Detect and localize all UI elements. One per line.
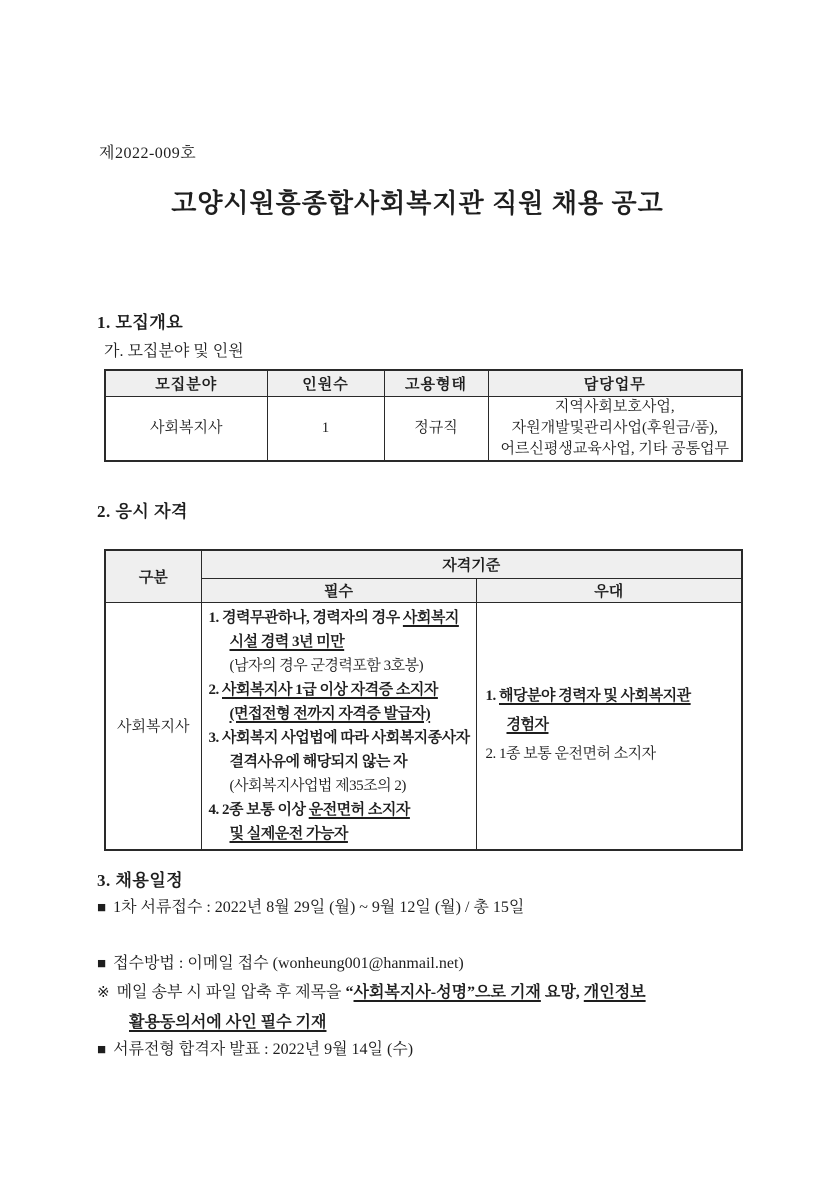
text-run-underlined: 사회복지사-성명”으로 기재 [353,984,541,1001]
text-run: 2. 1종 보통 운전면허 소지자 [485,746,656,762]
cell-duties [488,396,742,461]
text-run-underlined: 사회복지사 1급 이상 자격증 소지자 [222,681,438,698]
recruitment-overview-table [104,369,743,462]
column-header-required: 필수 [201,578,476,602]
line-text: 접수방법 : 이메일 접수 (wonheung001@hanmail.net) [113,955,464,972]
text-run-underlined: (면접전형 전까지 자격증 발급자) [229,705,431,722]
text-run: 메일 송부 시 파일 압축 후 제목을 [116,984,346,1001]
cell-preferred-criteria [476,602,742,850]
table-header-row [105,550,742,578]
preferred-item-1 [486,682,740,740]
text-run-underlined: 및 실제운전 가능자 [229,825,348,842]
text-run: 1. [485,688,499,704]
column-header-gubun: 구분 [105,550,201,602]
text-run-underlined: 운전면허 소지자 [308,801,410,818]
text-run: 1. 경력무관하나, 경력자의 경우 [208,609,403,626]
square-bullet-icon: ■ [97,956,107,972]
schedule-line-document-submission [97,893,524,923]
text-run: 4. 2종 보통 이상 [208,801,309,818]
section3-heading: 3. 채용일정 [97,871,184,890]
cell-required-criteria [201,602,476,850]
column-header-preferred: 우대 [476,578,742,602]
schedule-line-result-announcement [97,1035,413,1065]
text-run-underlined: 해당분야 경력자 및 사회복지관 [499,688,691,704]
required-item-1 [209,606,474,678]
text-run-underlined: 경험자 [506,717,549,733]
column-header-field: 모집분야 [105,370,267,396]
table-row [105,602,742,850]
column-header-count: 인원수 [267,370,384,396]
schedule-note-email-format [97,978,747,1037]
page-title: 고양시원흥종합사회복지관 직원 채용 공고 [171,189,664,218]
text-run: 요망, [540,984,584,1001]
square-bullet-icon: ■ [97,900,107,916]
preferred-item-2 [486,740,740,769]
cell-employment-type: 정규직 [384,396,488,461]
qualification-table [104,549,743,851]
duty-line: 지역사회보호사업, [554,398,675,415]
text-run: (사회복지사업법 제35조의 2) [229,777,406,794]
section1-subheading: 가. 모집분야 및 인원 [104,343,244,360]
reference-mark-icon: ※ [97,985,110,1001]
text-run-underlined: 시설 경력 3년 미만 [229,633,345,650]
column-header-employment-type: 고용형태 [384,370,488,396]
duty-line: 자원개발및관리사업(후원금/품), [511,419,718,436]
required-item-4 [209,798,474,846]
text-run: (남자의 경우 군경력포함 3호봉) [229,657,424,674]
table-row [105,396,742,461]
text-run-underlined: 사회복지 [402,609,459,626]
table-header-row [105,370,742,396]
schedule-line-submission-method [97,949,464,979]
cell-count: 1 [267,396,384,461]
text-run: 3. 사회복지 사업법에 따라 사회복지종사자 [208,729,470,746]
line-text: 서류전형 합격자 발표 : 2022년 9월 14일 (수) [113,1041,414,1058]
required-item-3 [209,726,474,798]
text-run: 결격사유에 해당되지 않는 자 [229,753,408,770]
text-run: 2. [208,681,222,698]
text-run-underlined: 개인정보 [583,984,646,1001]
text-run-underlined: 활용동의서에 사인 필수 기재 [129,1014,327,1031]
section1-heading: 1. 모집개요 [97,313,184,332]
cell-row-label: 사회복지사 [105,602,201,850]
document-number: 제2022-009호 [99,145,197,162]
section2-heading: 2. 응시 자격 [97,502,188,521]
column-header-duties: 담당업무 [488,370,742,396]
required-item-2 [209,678,474,726]
column-header-criteria: 자격기준 [201,550,742,578]
duty-line: 어르신평생교육사업, 기타 공통업무 [500,440,730,457]
cell-field: 사회복지사 [105,396,267,461]
line-text: 1차 서류접수 : 2022년 8월 29일 (월) ~ 9월 12일 (월) / 총 15일 [113,899,525,916]
text-run: “ [345,984,354,1001]
table-subheader-row [105,578,742,602]
square-bullet-icon: ■ [97,1042,107,1058]
